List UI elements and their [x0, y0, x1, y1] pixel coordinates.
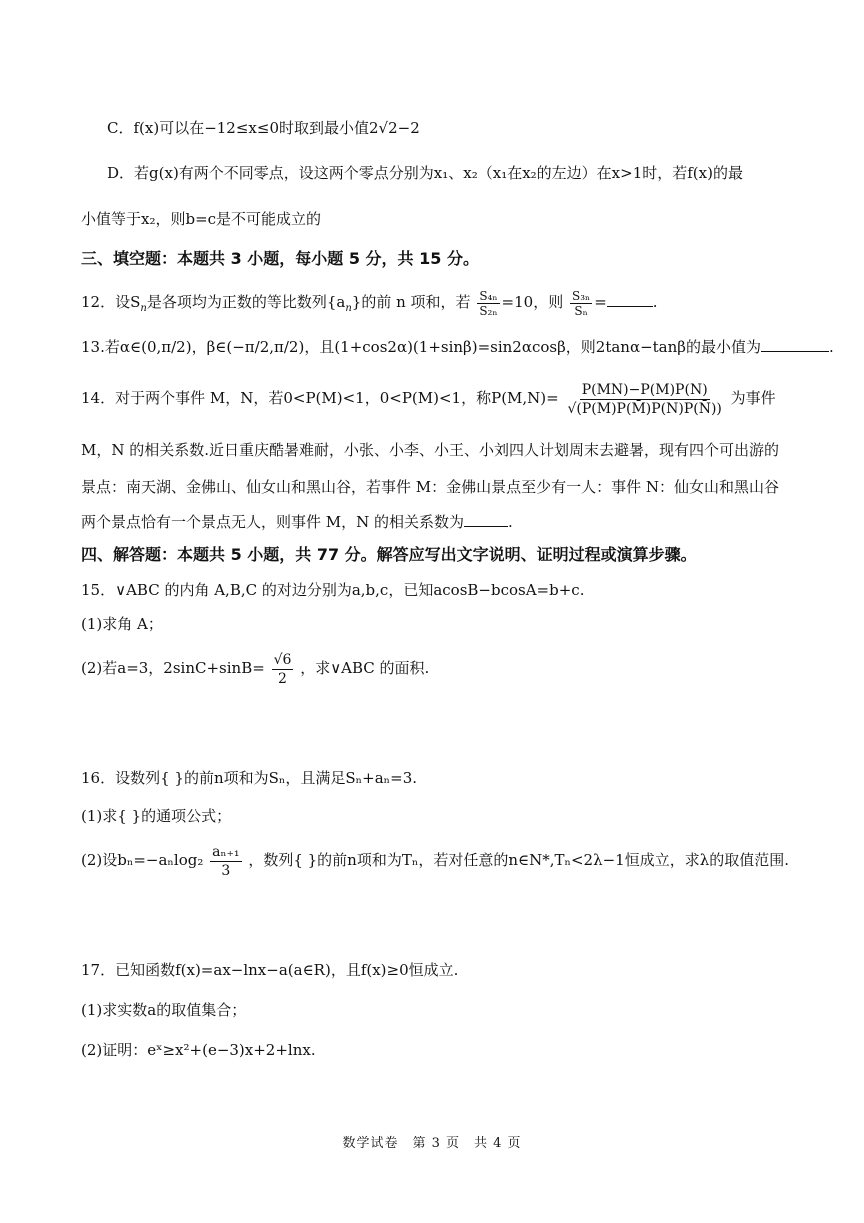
- q14-answer-blank[interactable]: [464, 526, 508, 527]
- question-17-part-1: (1)求实数a的取值集合；: [81, 1001, 247, 1019]
- q12-text-c: }的前 n 项和，若: [351, 293, 471, 311]
- q12-fraction-1: $\frac{\text{S₄ₙ}}{\text{S₂ₙ}}$: [479, 288, 498, 318]
- page-footer: 数学试卷 第 3 页 共 4 页: [342, 1136, 522, 1151]
- option-d-line1: D．若g(x)有两个不同零点，设这两个零点分别为x₁、x₂（x₁在x₂的左边）在x>1时，若f(x)的最: [107, 164, 743, 182]
- section-4-heading: 四、解答题：本题共 5 小题，共 77 分。解答应写出文字说明、证明过程或演算步骤。: [81, 545, 697, 564]
- q14-line4-b: .: [508, 513, 513, 531]
- question-13: [81, 332, 834, 362]
- q13-interval-2: (−π/2,π/2): [226, 338, 305, 356]
- question-17-part-2: (2)证明：eˣ≥x²+(e−3)x+2+lnx.: [81, 1041, 316, 1059]
- q14-line4-a: 两个景点恰有一个景点无人，则事件 M，N 的相关系数为: [81, 513, 465, 531]
- question-16-part-2: [81, 840, 789, 880]
- question-16-stem: 16．设数列{ }的前n项和为Sₙ，且满足Sₙ+aₙ=3.: [81, 769, 418, 787]
- q13-text-c: ，且(1+cos2α)(1+sinβ)=sin2αcosβ，则2tanα−tanβ的最小值为: [304, 338, 761, 356]
- q12-text-f: .: [652, 293, 658, 311]
- q12-text-e: =: [594, 293, 607, 311]
- q15-part2-a: (2)若a=3，2sinC+sinB=: [81, 659, 265, 677]
- q13-answer-blank[interactable]: [761, 351, 829, 352]
- q12-fraction-2: $\frac{\text{S₃ₙ}}{\text{Sₙ}}$: [571, 288, 591, 318]
- q14-line1-a: 14．对于两个事件 M，N，若0<P(M)<1，0<P(M)<1，称P(M,N)=: [81, 389, 559, 407]
- question-14-line-3: 景点：南天湖、金佛山、仙女山和黑山谷，若事件 M：金佛山景点至少有一人：事件 N：仙女山和黑山谷: [81, 478, 780, 496]
- question-17-stem: 17．已知函数f(x)=ax−lnx−a(a∈R)，且f(x)≥0恒成立.: [81, 961, 459, 979]
- q14-correlation-fraction: $\frac{P(MN)-P(M)P(N)}{√(P(M)P(M̄)P(N)P(N̄))}$: [567, 381, 722, 417]
- q12-text-a: 12．设S: [81, 293, 141, 311]
- question-14-line-4: [81, 512, 513, 532]
- q12-answer-blank[interactable]: [607, 306, 653, 307]
- q16-part2-b: ，数列{ }的前n项和为Tₙ，若对任意的n∈N*,Tₙ<2λ−1恒成立，求λ的取值范围.: [248, 851, 789, 869]
- option-d-line2: 小值等于x₂，则b=c是不可能成立的: [81, 210, 322, 228]
- q13-text-b: ，β∈: [191, 338, 227, 356]
- section-3-heading: 三、填空题：本题共 3 小题，每小题 5 分，共 15 分。: [81, 249, 479, 268]
- q13-text-a: 13.若α∈: [81, 338, 142, 356]
- question-15-part-2: [81, 648, 429, 688]
- question-15-part-1: (1)求角 A；: [81, 615, 163, 633]
- q16-fraction: $\frac{\text{aₙ₊₁}}{3}$: [212, 843, 240, 879]
- option-c: C．f(x)可以在−12≤x≤0时取到最小值2√2−2: [107, 119, 420, 137]
- q14-line1-b: 为事件: [730, 389, 776, 407]
- question-14-line-2: M，N 的相关系数.近日重庆酷暑难耐，小张、小李、小王、小刘四人计划周末去避暑，现有四个可出游的: [81, 441, 780, 459]
- q12-text-d: =10，则: [501, 293, 564, 311]
- question-12: 12．设$S_n$是各项均为正数的等比数列$\{a_n\}$的前 n 项和，若 $\frac{\text{S₄ₙ}}{\text{S₂ₙ}}$ =10，则 $\frac{\text{S₃ₙ}}{\text{Sₙ}}$ = .: [81, 288, 658, 318]
- q13-text-d: .: [828, 338, 834, 356]
- q12-text-b: 是各项均为正数的等比数列{a: [146, 293, 346, 311]
- q15-fraction: $\frac{√6}{2}$: [273, 651, 292, 687]
- question-15-stem: 15．∨ABC 的内角 A,B,C 的对边分别为a,b,c，已知acosB−bcosA=b+c.: [81, 581, 585, 599]
- q13-interval-1: (0,π/2): [141, 338, 192, 356]
- question-16-part-1: (1)求{ }的通项公式；: [81, 807, 232, 825]
- q15-part2-b: ，求∨ABC 的面积.: [300, 659, 430, 677]
- q16-part2-a: (2)设bₙ=−aₙlog₂: [81, 851, 204, 869]
- question-14-line-1: [81, 378, 776, 418]
